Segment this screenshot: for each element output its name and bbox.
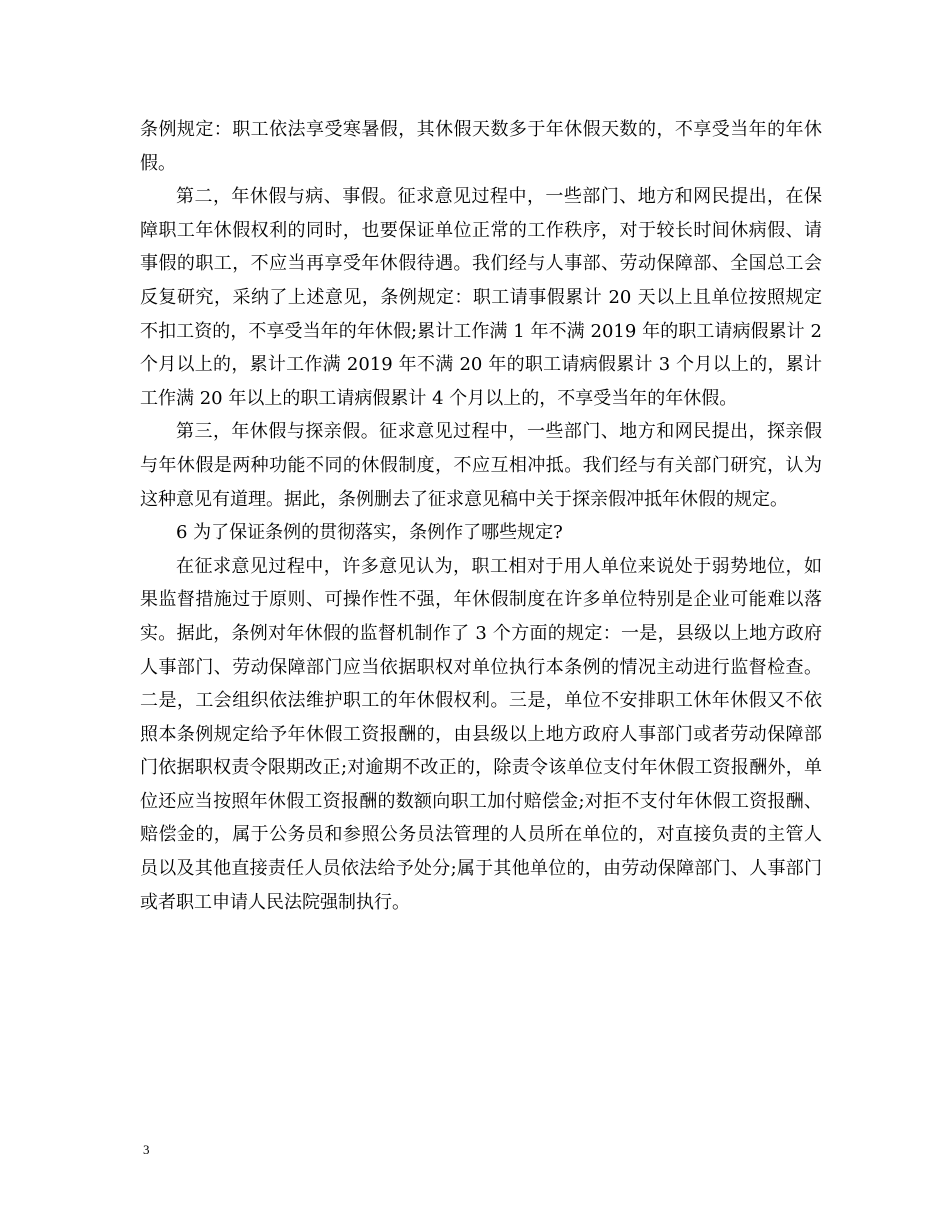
paragraph-5: 在征求意见过程中，许多意见认为，职工相对于用人单位来说处于弱势地位，如果监督措施过于原则、可操作性不强，年休假制度在许多单位特别是企业可能难以落实。据此，条例对年休假的监督机制作了 3 个方面的规定：一是，县级以上地方政府人事部门、劳动保障部门应当依据职权对单位执行本条例的情况主动进行监督检查。二是，工会组织依法维护职工的年休假权利。三是，单位不安排职工休年休假又不依照本条例规定给予年休假工资报酬的，由县级以上地方政府人事部门或者劳动保障部门依据职权责令限期改正;对逾期不改正的，除责令该单位支付年休假工资报酬外，单位还应当按照年休假工资报酬的数额向职工加付赔偿金;对拒不支付年休假工资报酬、赔偿金的，属于公务员和参照公务员法管理的人员所在单位的，对直接负责的主管人员以及其他直接责任人员依法给予处分;属于其他单位的，由劳动保障部门、人事部门或者职工申请人民法院强制执行。 xyxy=(140,555,822,913)
paragraph-4-question: 6 为了保证条例的贯彻落实，条例作了哪些规定? xyxy=(176,522,563,544)
paragraph-3: 第三，年休假与探亲假。征求意见过程中，一些部门、地方和网民提出，探亲假与年休假是两种功能不同的休假制度，不应互相冲抵。我们经与有关部门研究，认为这种意见有道理。据此，条例删去了征求意见稿中关于探亲假冲抵年休假的规定。 xyxy=(140,421,822,510)
paragraph-2: 第二，年休假与病、事假。征求意见过程中，一些部门、地方和网民提出，在保障职工年休假权利的同时，也要保证单位正常的工作秩序，对于较长时间休病假、请事假的职工，不应当再享受年休假待遇。我们经与人事部、劳动保障部、全国总工会反复研究，采纳了上述意见，条例规定：职工请事假累计 20 天以上且单位按照规定不扣工资的，不享受当年的年休假;累计工作满 1 年不满 2019 年的职工请病假累计 2 个月以上的，累计工作满 2019 年不满 20 年的职工请病假累计 3 个月以上的，累计工作满 20 年以上的职工请病假累计 4 个月以上的，不享受当年的年休假。 xyxy=(140,186,822,409)
paragraph-1: 条例规定：职工依法享受寒暑假，其休假天数多于年休假天数的，不享受当年的年休假。 xyxy=(140,119,822,174)
page-number: 3 xyxy=(143,1142,150,1157)
document-body xyxy=(140,113,822,919)
